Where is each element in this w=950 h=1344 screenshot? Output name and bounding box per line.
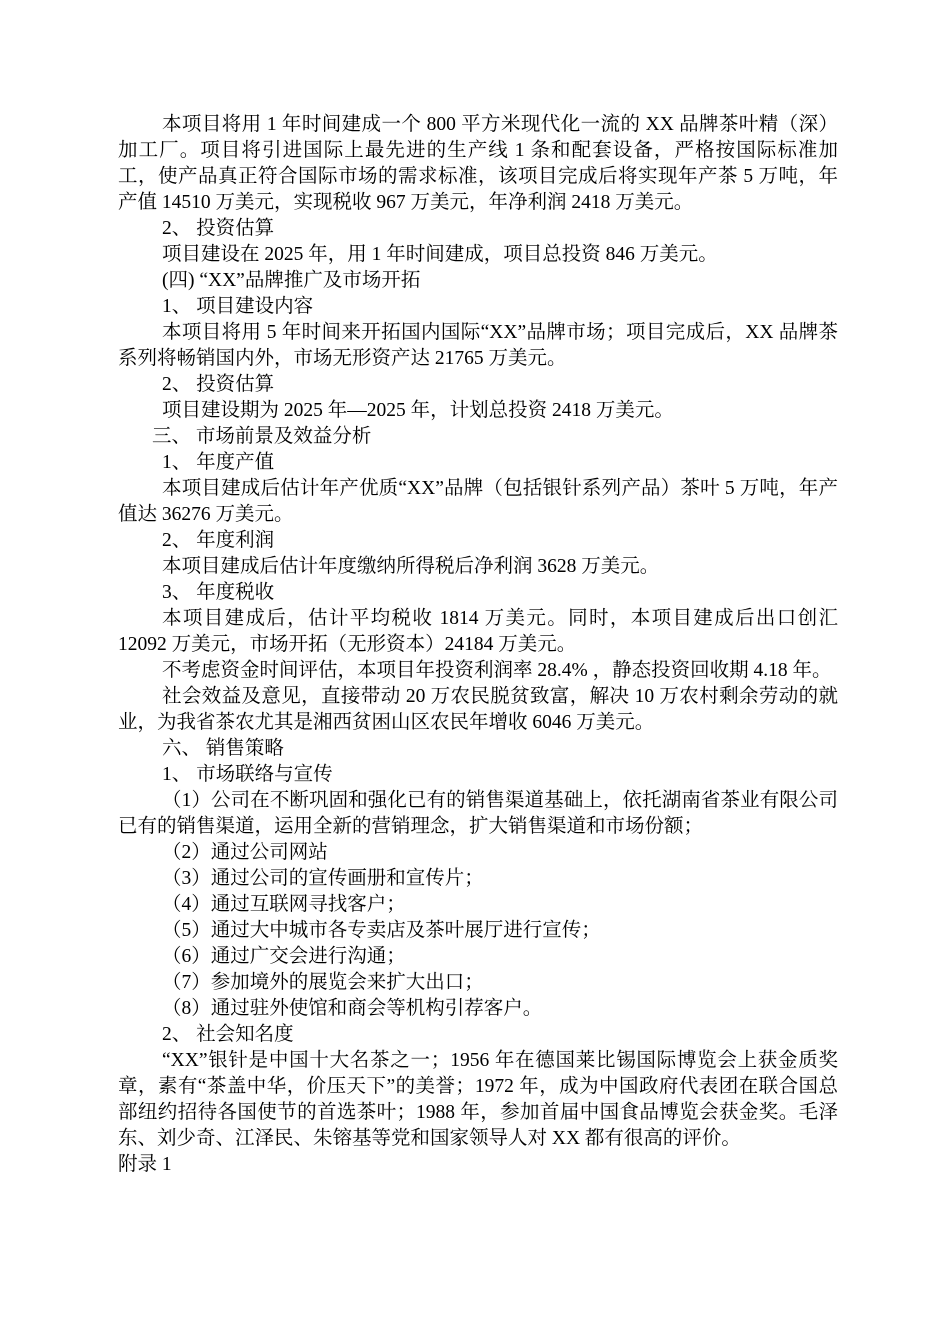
paragraph: 不考虑资金时间评估，本项目年投资利润率 28.4% ，静态投资回收期 4.18 年。: [162, 660, 832, 681]
paragraph: 本项目将用 5 年时间来开拓国内国际“XX”品牌市场；项目完成后，XX 品牌茶系列将畅销国内外，市场无形资产达 21765 万美元。: [118, 322, 838, 369]
list-item: （7）参加境外的展览会来扩大出口；: [162, 972, 484, 993]
section-heading: 3、 年度税收: [162, 582, 275, 603]
paragraph: 本项目将用 1 年时间建成一个 800 平方米现代化一流的 XX 品牌茶叶精（深）加工厂。项目将引进国际上最先进的生产线 1 条和配套设备，严格按国际标准加工，使产品真正符合国际市场的需求标准，该项目完成后将实现年产茶 5 万吨，年产值 14510 万美元，实现税收 967 万美元，年净利润 2418 万美元。: [118, 114, 838, 213]
paragraph: 项目建设期为 2025 年—2025 年，计划总投资 2418 万美元。: [162, 400, 674, 421]
section-heading: 1、 项目建设内容: [162, 296, 314, 317]
list-item: （8）通过驻外使馆和商会等机构引荐客户。: [162, 998, 543, 1019]
section-heading: 1、 市场联络与宣传: [162, 764, 333, 785]
list-item: （4）通过互联网寻找客户；: [162, 894, 406, 915]
list-item: （1）公司在不断巩固和强化已有的销售渠道基础上，依托湖南省茶业有限公司已有的销售渠道，运用全新的营销理念，扩大销售渠道和市场份额；: [118, 790, 838, 837]
section-heading: 2、 投资估算: [162, 218, 275, 239]
list-item: （6）通过广交会进行沟通；: [162, 946, 406, 967]
paragraph: 本项目建成后，估计平均税收 1814 万美元。同时，本项目建成后出口创汇 12092 万美元，市场开拓（无形资本）24184 万美元。: [118, 608, 838, 655]
section-heading: 1、 年度产值: [162, 452, 275, 473]
document-body: [118, 112, 838, 1178]
section-heading: 2、 投资估算: [162, 374, 275, 395]
list-item: （5）通过大中城市各专卖店及茶叶展厅进行宣传；: [162, 920, 601, 941]
section-heading: 六、 销售策略: [162, 738, 284, 759]
section-heading: 2、 社会知名度: [162, 1024, 294, 1045]
paragraph: 项目建设在 2025 年，用 1 年时间建成，项目总投资 846 万美元。: [162, 244, 718, 265]
section-heading: 2、 年度利润: [162, 530, 275, 551]
section-heading: 三、 市场前景及效益分析: [152, 426, 372, 447]
appendix-label: 附录 1: [118, 1154, 172, 1175]
paragraph: 社会效益及意见，直接带动 20 万农民脱贫致富，解决 10 万农村剩余劳动的就业，为我省茶农尤其是湘西贫困山区农民年增收 6046 万美元。: [118, 686, 838, 733]
section-heading: (四) “XX”品牌推广及市场开拓: [162, 270, 421, 291]
paragraph: 本项目建成后估计年产优质“XX”品牌（包括银针系列产品）茶叶 5 万吨，年产值达 36276 万美元。: [118, 478, 838, 525]
paragraph: “XX”银针是中国十大名茶之一；1956 年在德国莱比锡国际博览会上获金质奖章，素有“茶盖中华，价压天下”的美誉；1972 年，成为中国政府代表团在联合国总部纽约招待各国使节的首选茶叶；1988 年，参加首届中国食品博览会获金奖。毛泽东、刘少奇、江泽民、朱镕基等党和国家领导人对 XX 都有很高的评价。: [118, 1050, 838, 1149]
list-item: （2）通过公司网站: [162, 842, 328, 863]
list-item: （3）通过公司的宣传画册和宣传片；: [162, 868, 484, 889]
paragraph: 本项目建成后估计年度缴纳所得税后净利润 3628 万美元。: [162, 556, 660, 577]
